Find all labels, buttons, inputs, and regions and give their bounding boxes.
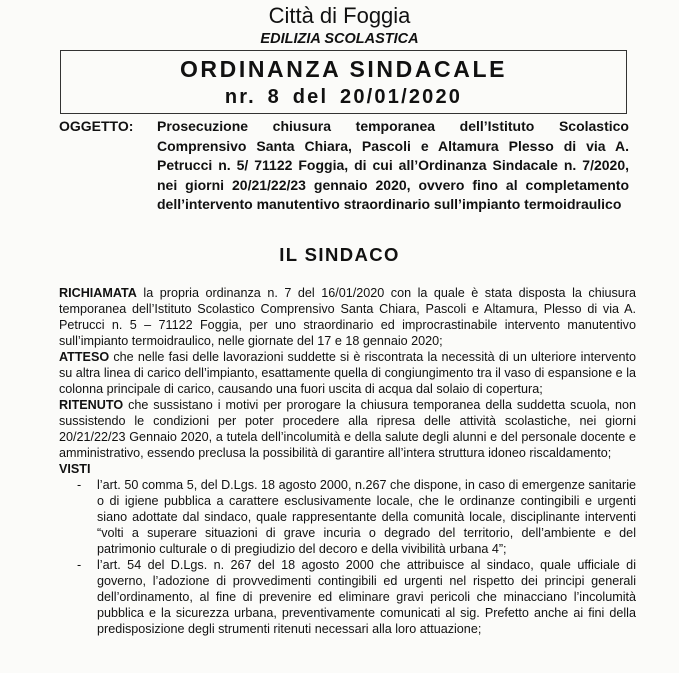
title-box [60, 50, 627, 114]
ritenuto-label: RITENUTO [59, 398, 124, 412]
list-item [59, 557, 636, 637]
richiamata-label: RICHIAMATA [59, 286, 137, 300]
sindaco-heading: IL SINDACO [279, 244, 400, 265]
department-name: EDILIZIA SCOLASTICA [260, 31, 419, 47]
list-marker: - [77, 478, 82, 492]
oggetto-label: OGGETTO: [59, 118, 134, 134]
richiamata-text: la propria ordinanza n. 7 del 16/01/2020 con la quale è stata disposta la chiusura temporanea dell’Istituto Scolastico Comprensivo Santa Chiara, Pascoli e Altamura, Plesso di via A. Petrucci n. 5 – 71122 Foggia, per uno straordinario ed improcrastinabile intervento manutentivo sull’impianto termoidraulico, nelle giornate del 17 e 18 gennaio 2020; [59, 286, 636, 348]
ritenuto-paragraph [59, 397, 636, 461]
ordinance-title: ORDINANZA SINDACALE [179, 56, 508, 82]
visti-list [59, 477, 636, 637]
list-item-text: l’art. 50 comma 5, del D.Lgs. 18 agosto 2000, n.267 che dispone, in caso di emergenze sanitarie o di igiene pubblica a carattere esclusivamente locale, che le ordinanze contingibili e urgenti siano adottate dal sindaco, quale rappresentante della comunità locale, disciplinante interventi “volti a superare situazioni di grave incuria o degrado del territorio, dell’ambiente e del patrimonio culturale o di pregiudizio del decoro e della vivibilità urbana 4”; [97, 478, 636, 556]
city-name: Città di Foggia [268, 3, 411, 28]
ordinance-number: nr. 8 del 20/01/2020 [224, 86, 463, 108]
ritenuto-text: che sussistano i motivi per prorogare la chiusura temporanea della suddetta scuola, non sussistendo le condizioni per poter procedere alla ripresa delle attività scolastiche, nei giorni 20/21/22/23 Gennaio 2020, a tutela dell’incolumità e della salute degli alunni e del personale docente e amministrativo, essendo preclusa la possibilità di garantire all’intera struttura idoneo riscaldamento; [59, 398, 636, 460]
visti-label: VISTI [59, 462, 91, 476]
oggetto-text: Prosecuzione chiusura temporanea dell’Istituto Scolastico Comprensivo Santa Chiara, Pascoli e Altamura Plesso di via A. Petrucci n. 5/ 71122 Foggia, di cui all’Ordinanza Sindacale n. 7/2020, nei giorni 20/21/22/23 gennaio 2020, ovvero fino al completamento dell’intervento manutentivo straordinario sull’impianto termoidraulico [157, 118, 629, 212]
atteso-label: ATTESO [59, 350, 110, 364]
document-body [59, 285, 636, 637]
richiamata-paragraph [59, 285, 636, 349]
atteso-paragraph [59, 349, 636, 397]
list-marker: - [77, 558, 82, 572]
atteso-text: che nelle fasi delle lavorazioni suddette si è riscontrata la necessità di un ulteriore intervento su altra linea di carico dell’impianto, esattamente quella di congiungimento tra il vaso di espansione e la colonna principale di carico, causando una fuori uscita di acqua dal solaio di copertura; [59, 350, 636, 396]
list-item-text: l’art. 54 del D.Lgs. n. 267 del 18 agosto 2000 che attribuisce al sindaco, quale ufficiale di governo, l’adozione di provvedimenti contingibili ed urgenti nel rispetto dei principi generali dell’ordinamento, al fine di prevenire ed eliminare gravi pericoli che minacciano l’incolumità pubblica e la sicurezza urbana, preventivamente comunicati al sig. Prefetto anche ai fini della predisposizione degli strumenti ritenuti necessari alla loro attuazione; [97, 558, 636, 636]
list-item [59, 477, 636, 557]
